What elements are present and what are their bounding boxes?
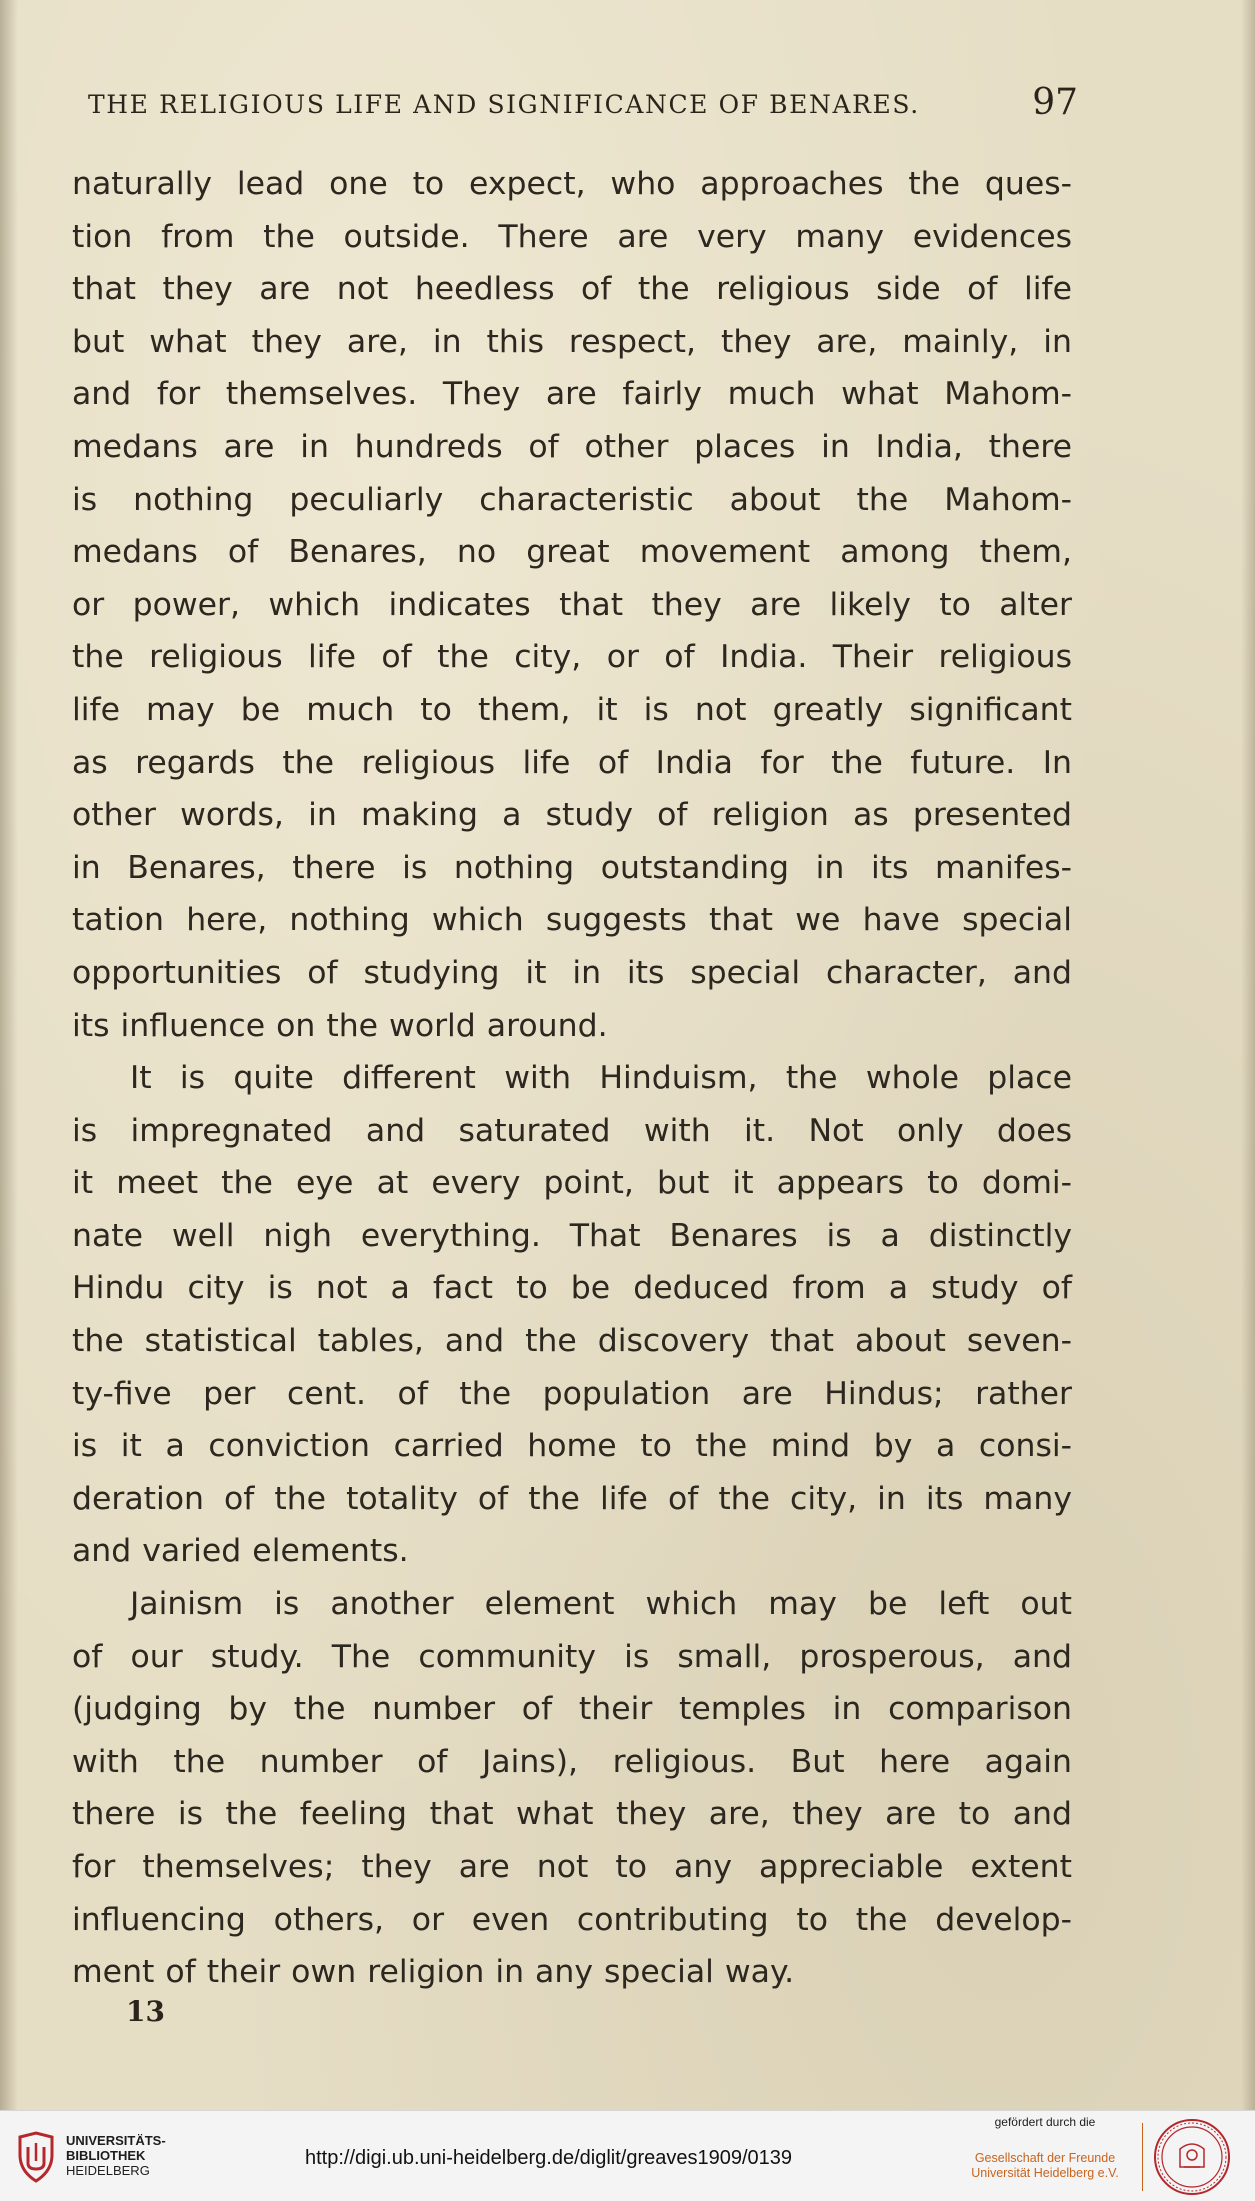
page-edge-shadow-left [0, 0, 18, 2110]
text-line: in Benares, there is nothing outstanding in its manifes- [72, 849, 1072, 886]
footer-bar [0, 2110, 1255, 2201]
text-line: ment of their own religion in any special way. [72, 1954, 795, 1991]
text-line: opportunities of studying it in its special character, and [72, 954, 1072, 991]
sponsor-credit [955, 2115, 1135, 2181]
paragraph-first-line: It is quite different with Hinduism, the whole place [130, 1060, 1072, 1097]
running-head [88, 82, 1078, 130]
sponsor-name-line-1[interactable]: Gesellschaft der Freunde [974, 2151, 1116, 2165]
text-line: its influence on the world around. [72, 1007, 608, 1044]
page-number: 97 [1032, 82, 1078, 123]
text-line: there is the feeling that what they are, they are to and [72, 1796, 1072, 1833]
text-line: influencing others, or even contributing to the develop- [72, 1901, 1072, 1938]
body-text [72, 158, 1072, 1999]
text-line: but what they are, in this respect, they are, mainly, in [72, 323, 1072, 360]
text-line: as regards the religious life of India for the future. In [72, 744, 1072, 781]
running-title: THE RELIGIOUS LIFE AND SIGNIFICANCE OF BENARES. [88, 90, 920, 119]
page-edge-shadow-right [1241, 0, 1255, 2110]
library-name-line-3: HEIDELBERG [66, 2163, 150, 2178]
sponsor-divider [1142, 2123, 1143, 2191]
text-line: other words, in making a study of religion as presented [72, 797, 1072, 834]
text-line: and varied elements. [72, 1533, 409, 1570]
text-line: medans of Benares, no great movement among them, [72, 534, 1072, 571]
text-line: the statistical tables, and the discovery that about seven- [72, 1323, 1072, 1360]
ub-heidelberg-logo-icon[interactable] [14, 2131, 58, 2183]
paragraph-first-line: Jainism is another element which may be left out [130, 1586, 1072, 1623]
text-line: (judging by the number of their temples in comparison [72, 1691, 1072, 1728]
text-line: ty-five per cent. of the population are Hindus; rather [72, 1375, 1072, 1412]
signature-mark: 13 [126, 1995, 165, 2028]
text-line: is it a conviction carried home to the mind by a consi- [72, 1428, 1072, 1465]
text-line: Hindu city is not a fact to be deduced from a study of [72, 1270, 1072, 1307]
text-line: tation here, nothing which suggests that we have special [72, 902, 1072, 939]
text-line: with the number of Jains), religious. But here again [72, 1743, 1072, 1780]
text-line: naturally lead one to expect, who approaches the ques- [72, 166, 1072, 202]
text-line: of our study. The community is small, prosperous, and [72, 1638, 1072, 1675]
text-line: is nothing peculiarly characteristic about the Mahom- [72, 481, 1072, 518]
text-line: for themselves; they are not to any appreciable extent [72, 1849, 1072, 1885]
library-name-line-1: UNIVERSITÄTS- [66, 2133, 166, 2148]
text-line: deration of the totality of the life of the city, in its many [72, 1480, 1072, 1517]
text-line: is impregnated and saturated with it. Not only does [72, 1112, 1072, 1149]
permalink-url[interactable]: http://digi.ub.uni-heidelberg.de/diglit/greaves1909/0139 [305, 2147, 793, 2169]
text-line: the religious life of the city, or of India. Their religious [72, 639, 1072, 676]
university-seal-icon[interactable] [1152, 2117, 1232, 2197]
text-line: life may be much to them, it is not greatly significant [72, 691, 1072, 728]
library-name-line-2: BIBLIOTHEK [66, 2148, 146, 2163]
text-line: it meet the eye at every point, but it appears to domi- [72, 1165, 1072, 1202]
text-line: or power, which indicates that they are likely to alter [72, 586, 1072, 623]
sponsor-name-line-2[interactable]: Universität Heidelberg e.V. [971, 2166, 1119, 2180]
text-line: tion from the outside. There are very many evidences [72, 218, 1072, 255]
sponsor-intro: gefördert durch die [994, 2115, 1096, 2129]
text-line: and for themselves. They are fairly much what Mahom- [72, 376, 1072, 413]
library-name [66, 2133, 166, 2178]
text-line: that they are not heedless of the religious side of life [72, 271, 1072, 308]
text-line: medans are in hundreds of other places in India, there [72, 428, 1072, 465]
text-line: nate well nigh everything. That Benares is a distinctly [72, 1217, 1072, 1254]
